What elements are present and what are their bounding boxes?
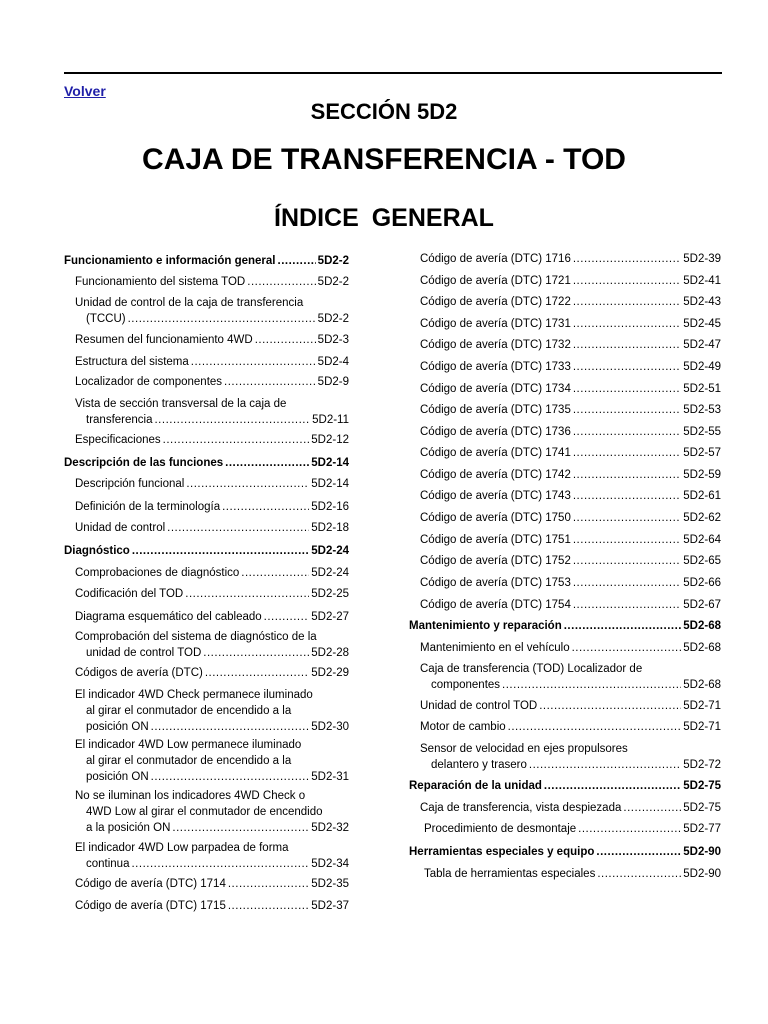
toc-page-number: 5D2-28 (311, 647, 349, 659)
toc-entry-line (75, 609, 349, 625)
toc-entry-line (409, 844, 721, 860)
dot-leader (573, 597, 681, 613)
toc-entry[interactable] (75, 396, 349, 428)
toc-entry-line (75, 274, 349, 290)
index-title: ÍNDICE GENERAL (274, 204, 494, 232)
toc-entry-label: Comprobaciones de diagnóstico (75, 567, 240, 579)
dot-leader (151, 719, 310, 735)
dot-leader (172, 820, 309, 836)
toc-entry-line (424, 866, 721, 882)
toc-page-number: 5D2-14 (311, 457, 349, 469)
toc-entry-label: El indicador 4WD Low parpadea de forma (75, 842, 289, 854)
toc-page-number: 5D2-35 (311, 878, 349, 890)
toc-entry-line (75, 396, 349, 412)
toc-page-number: 5D2-18 (311, 522, 349, 534)
dot-leader (205, 665, 309, 681)
toc-entry-line (420, 677, 721, 693)
dot-leader (167, 520, 309, 536)
toc-entry-label: Descripción funcional (75, 478, 185, 490)
toc-entry-label: Funcionamiento del sistema TOD (75, 276, 246, 288)
toc-entry-label: Código de avería (DTC) 1733 (420, 361, 571, 373)
toc-page-number: 5D2-53 (683, 404, 721, 416)
toc-entry-line (75, 703, 349, 719)
toc-entry-line (75, 737, 349, 753)
toc-entry-label: Código de avería (DTC) 1750 (420, 512, 571, 524)
toc-entry[interactable] (420, 800, 721, 816)
toc-entry-label: Código de avería (DTC) 1741 (420, 447, 571, 459)
dot-leader (241, 565, 309, 581)
toc-page-number: 5D2-24 (311, 567, 349, 579)
dot-leader (573, 445, 681, 461)
toc-entry[interactable] (75, 687, 349, 735)
toc-entry-line (420, 294, 721, 310)
dot-leader (247, 274, 315, 290)
toc-page-number: 5D2-4 (317, 356, 349, 368)
toc-entry-line (75, 820, 349, 836)
toc-entry[interactable] (75, 476, 349, 492)
toc-entry-line (75, 719, 349, 735)
toc-entry[interactable] (420, 575, 721, 591)
toc-page-number: 5D2-75 (683, 780, 721, 792)
toc-entry-line (420, 445, 721, 461)
toc-page-number: 5D2-43 (683, 296, 721, 308)
dot-leader (264, 609, 310, 625)
dot-leader (573, 553, 681, 569)
toc-entry-line (75, 374, 349, 390)
toc-entry-line (75, 856, 349, 872)
toc-entry-line (75, 665, 349, 681)
toc-entry-label: Caja de transferencia (TOD) Localizador de (420, 663, 643, 675)
toc-entry-label: posición ON (86, 721, 149, 733)
toc-page-number: 5D2-27 (311, 611, 349, 623)
toc-entry-label: Codificación del TOD (75, 588, 184, 600)
toc-entry[interactable] (420, 294, 721, 310)
toc-entry-label: El indicador 4WD Low permanece iluminado (75, 739, 302, 751)
toc-entry-line (75, 311, 349, 327)
toc-page-number: 5D2-16 (311, 501, 349, 513)
toc-entry-label: al girar el conmutador de encendido a la (86, 755, 292, 767)
dot-leader (128, 311, 316, 327)
toc-entry-line (64, 253, 349, 269)
toc-entry-line (75, 432, 349, 448)
toc-page-number: 5D2-90 (683, 846, 721, 858)
back-link[interactable]: Volver (64, 83, 106, 99)
toc-page-number: 5D2-3 (317, 334, 349, 346)
toc-entry[interactable] (75, 295, 349, 327)
toc-entry-label: Código de avería (DTC) 1753 (420, 577, 571, 589)
toc-entry-label: Diagrama esquemático del cableado (75, 611, 262, 623)
toc-entry-label: (TCCU) (86, 313, 126, 325)
toc-entry-label: Resumen del funcionamiento 4WD (75, 334, 253, 346)
toc-entry[interactable] (75, 332, 349, 348)
top-rule (64, 72, 722, 74)
toc-entry-line (420, 316, 721, 332)
dot-leader (596, 844, 681, 860)
toc-entry[interactable] (75, 629, 349, 661)
toc-entry[interactable] (75, 788, 349, 836)
toc-entry-line (420, 381, 721, 397)
toc-entry[interactable] (75, 354, 349, 370)
dot-leader (564, 618, 682, 634)
dot-leader (228, 898, 309, 914)
toc-entry-line (420, 467, 721, 483)
toc-entry[interactable] (75, 274, 349, 290)
dot-leader (573, 467, 681, 483)
toc-page-number: 5D2-29 (311, 667, 349, 679)
toc-entry-label: Localizador de componentes (75, 376, 223, 388)
toc-entry-line (75, 840, 349, 856)
toc-entry[interactable] (424, 821, 721, 837)
dot-leader (573, 532, 681, 548)
dot-leader (597, 866, 681, 882)
toc-entry-label: transferencia (86, 414, 153, 426)
dot-leader (573, 359, 681, 375)
toc-entry-label: No se iluminan los indicadores 4WD Check o (75, 790, 306, 802)
toc-entry[interactable] (420, 741, 721, 773)
toc-entry-label: Código de avería (DTC) 1736 (420, 426, 571, 438)
toc-entry-label: Unidad de control TOD (420, 700, 538, 712)
toc-page-number: 5D2-2 (317, 313, 349, 325)
toc-entry-line (420, 273, 721, 289)
dot-leader (255, 332, 316, 348)
dot-leader (573, 316, 681, 332)
toc-entry-label: Código de avería (DTC) 1734 (420, 383, 571, 395)
toc-entry[interactable] (64, 543, 349, 559)
toc-entry[interactable] (75, 876, 349, 892)
toc-entry-label: Estructura del sistema (75, 356, 189, 368)
toc-entry-label: Unidad de control (75, 522, 166, 534)
toc-page-number: 5D2-67 (683, 599, 721, 611)
dot-leader (228, 876, 309, 892)
toc-entry-line (75, 645, 349, 661)
toc-entry-line (409, 618, 721, 634)
toc-entry-line (420, 575, 721, 591)
toc-entry-label: continua (86, 858, 130, 870)
toc-entry-line (420, 251, 721, 267)
toc-page-number: 5D2-62 (683, 512, 721, 524)
toc-entry-line (75, 295, 349, 311)
toc-page-number: 5D2-66 (683, 577, 721, 589)
toc-page-number: 5D2-37 (311, 900, 349, 912)
toc-page-number: 5D2-41 (683, 275, 721, 287)
toc-entry-line (75, 629, 349, 645)
toc-entry[interactable] (64, 455, 349, 471)
dot-leader (573, 273, 681, 289)
toc-entry-label: Comprobación del sistema de diagnóstico de la (75, 631, 317, 643)
toc-entry-label: Mantenimiento en el vehículo (420, 642, 570, 654)
toc-entry-label: a la posición ON (86, 822, 171, 834)
toc-entry-label: Motor de cambio (420, 721, 506, 733)
toc-entry-label: Código de avería (DTC) 1754 (420, 599, 571, 611)
toc-entry-label: Herramientas especiales y equipo (409, 846, 595, 858)
toc-entry-label: Código de avería (DTC) 1722 (420, 296, 571, 308)
toc-entry-line (420, 337, 721, 353)
toc-entry[interactable] (420, 251, 721, 267)
toc-entry-line (75, 586, 349, 602)
dot-leader (573, 294, 681, 310)
toc-entry-label: Unidad de control de la caja de transferencia (75, 297, 304, 309)
toc-entry[interactable] (75, 520, 349, 536)
toc-entry-line (420, 719, 721, 735)
toc-entry[interactable] (420, 337, 721, 353)
toc-page-number: 5D2-30 (311, 721, 349, 733)
toc-entry[interactable] (75, 898, 349, 914)
toc-page-number: 5D2-65 (683, 555, 721, 567)
toc-page-number: 5D2-24 (311, 545, 349, 557)
dot-leader (203, 645, 309, 661)
toc-entry-label: Especificaciones (75, 434, 161, 446)
toc-entry[interactable] (420, 381, 721, 397)
toc-page-number: 5D2-59 (683, 469, 721, 481)
toc-entry-label: Reparación de la unidad (409, 780, 542, 792)
toc-page-number: 5D2-12 (311, 434, 349, 446)
toc-page-number: 5D2-77 (683, 823, 721, 835)
toc-entry-label: Caja de transferencia, vista despiezada (420, 802, 622, 814)
dot-leader (502, 677, 681, 693)
toc-entry-line (420, 640, 721, 656)
toc-entry[interactable] (424, 866, 721, 882)
document-title: CAJA DE TRANSFERENCIA - TOD (142, 143, 626, 176)
toc-entry-line (75, 565, 349, 581)
toc-entry-label: El indicador 4WD Check permanece iluminado (75, 689, 313, 701)
toc-page-number: 5D2-68 (683, 679, 721, 691)
dot-leader (573, 251, 681, 267)
toc-entry[interactable] (409, 844, 721, 860)
toc-page-number: 5D2-39 (683, 253, 721, 265)
dot-leader (163, 432, 310, 448)
toc-entry[interactable] (420, 640, 721, 656)
dot-leader (572, 640, 682, 656)
toc-entry-line (75, 753, 349, 769)
toc-page-number: 5D2-47 (683, 339, 721, 351)
toc-entry-label: Funcionamiento e información general (64, 255, 276, 267)
dot-leader (573, 575, 681, 591)
toc-page-number: 5D2-2 (317, 255, 349, 267)
toc-page-number: 5D2-71 (683, 700, 721, 712)
dot-leader (132, 543, 309, 559)
toc-entry-line (420, 402, 721, 418)
dot-leader (544, 778, 681, 794)
toc-page-number: 5D2-68 (683, 642, 721, 654)
dot-leader (225, 455, 309, 471)
toc-page-number: 5D2-9 (317, 376, 349, 388)
toc-entry-label: Mantenimiento y reparación (409, 620, 562, 632)
toc-page-number: 5D2-71 (683, 721, 721, 733)
dot-leader (539, 698, 681, 714)
toc-entry-line (75, 898, 349, 914)
toc-entry-label: Código de avería (DTC) 1743 (420, 490, 571, 502)
toc-entry-label: unidad de control TOD (86, 647, 202, 659)
dot-leader (573, 424, 681, 440)
toc-entry-line (420, 424, 721, 440)
toc-entry-line (64, 455, 349, 471)
toc-entry-line (420, 661, 721, 677)
toc-entry-line (420, 698, 721, 714)
dot-leader (185, 586, 309, 602)
toc-entry-line (75, 499, 349, 515)
toc-entry-label: Tabla de herramientas especiales (424, 868, 596, 880)
toc-entry-label: 4WD Low al girar el conmutador de encendido (86, 806, 323, 818)
toc-entry[interactable] (75, 840, 349, 872)
toc-entry[interactable] (420, 445, 721, 461)
dot-leader (154, 412, 310, 428)
toc-entry-line (64, 543, 349, 559)
toc-entry[interactable] (75, 586, 349, 602)
dot-leader (578, 821, 681, 837)
dot-leader (529, 757, 681, 773)
toc-entry-line (420, 359, 721, 375)
toc-entry-line (424, 821, 721, 837)
toc-entry-line (75, 769, 349, 785)
toc-entry-line (420, 488, 721, 504)
toc-entry[interactable] (64, 253, 349, 269)
toc-entry-label: Código de avería (DTC) 1735 (420, 404, 571, 416)
toc-entry-line (420, 532, 721, 548)
toc-entry-label: posición ON (86, 771, 149, 783)
toc-entry[interactable] (420, 359, 721, 375)
toc-entry-label: Código de avería (DTC) 1721 (420, 275, 571, 287)
toc-entry[interactable] (420, 467, 721, 483)
toc-entry-label: Códigos de avería (DTC) (75, 667, 203, 679)
toc-page-number: 5D2-68 (683, 620, 721, 632)
toc-page-number: 5D2-75 (683, 802, 721, 814)
toc-entry[interactable] (420, 597, 721, 613)
toc-entry-line (75, 804, 349, 820)
toc-page-number: 5D2-32 (311, 822, 349, 834)
toc-entry[interactable] (420, 661, 721, 693)
toc-page-number: 5D2-34 (311, 858, 349, 870)
toc-entry[interactable] (75, 737, 349, 785)
toc-entry-line (75, 332, 349, 348)
toc-entry[interactable] (75, 609, 349, 625)
dot-leader (508, 719, 682, 735)
toc-entry-line (75, 788, 349, 804)
toc-entry-line (420, 553, 721, 569)
toc-entry-line (75, 687, 349, 703)
toc-entry[interactable] (420, 273, 721, 289)
toc-entry[interactable] (75, 499, 349, 515)
toc-entry-label: Descripción de las funciones (64, 457, 224, 469)
dot-leader (573, 402, 681, 418)
toc-entry-label: Código de avería (DTC) 1715 (75, 900, 226, 912)
toc-entry[interactable] (420, 316, 721, 332)
toc-entry[interactable] (75, 565, 349, 581)
dot-leader (186, 476, 309, 492)
toc-entry-label: Código de avería (DTC) 1751 (420, 534, 571, 546)
toc-page-number: 5D2-11 (312, 414, 349, 426)
dot-leader (191, 354, 316, 370)
toc-entry-label: Vista de sección transversal de la caja de (75, 398, 287, 410)
toc-entry-label: Código de avería (DTC) 1742 (420, 469, 571, 481)
dot-leader (573, 510, 681, 526)
dot-leader (573, 381, 681, 397)
toc-entry-line (75, 476, 349, 492)
toc-entry-label: Código de avería (DTC) 1731 (420, 318, 571, 330)
toc-entry[interactable] (409, 778, 721, 794)
toc-entry-line (75, 876, 349, 892)
toc-entry-label: Código de avería (DTC) 1752 (420, 555, 571, 567)
toc-page-number: 5D2-25 (311, 588, 349, 600)
toc-entry-line (420, 757, 721, 773)
toc-entry-line (420, 800, 721, 816)
toc-page-number: 5D2-51 (683, 383, 721, 395)
toc-entry[interactable] (75, 374, 349, 390)
toc-entry[interactable] (420, 532, 721, 548)
toc-entry-label: Diagnóstico (64, 545, 130, 557)
toc-page-number: 5D2-64 (683, 534, 721, 546)
dot-leader (623, 800, 681, 816)
toc-entry-label: Definición de la terminología (75, 501, 221, 513)
toc-entry-line (75, 412, 349, 428)
toc-entry-label: al girar el conmutador de encendido a la (86, 705, 292, 717)
toc-entry[interactable] (420, 510, 721, 526)
toc-page-number: 5D2-90 (683, 868, 721, 880)
section-title: SECCIÓN 5D2 (310, 99, 458, 124)
toc-entry[interactable] (420, 719, 721, 735)
toc-entry-label: delantero y trasero (431, 759, 527, 771)
toc-page-number: 5D2-49 (683, 361, 721, 373)
toc-entry[interactable] (420, 488, 721, 504)
toc-entry[interactable] (420, 424, 721, 440)
dot-leader (573, 488, 681, 504)
dot-leader (151, 769, 310, 785)
dot-leader (573, 337, 681, 353)
dot-leader (224, 374, 316, 390)
toc-entry[interactable] (420, 402, 721, 418)
toc-page-number: 5D2-61 (683, 490, 721, 502)
toc-entry[interactable] (420, 698, 721, 714)
toc-entry-line (409, 778, 721, 794)
toc-entry-label: componentes (431, 679, 501, 691)
toc-entry-line (420, 741, 721, 757)
toc-entry-line (420, 510, 721, 526)
dot-leader (131, 856, 309, 872)
dot-leader (222, 499, 309, 515)
toc-entry-label: Código de avería (DTC) 1714 (75, 878, 226, 890)
toc-entry-line (420, 597, 721, 613)
toc-entry[interactable] (75, 432, 349, 448)
dot-leader (278, 253, 316, 269)
toc-entry[interactable] (420, 553, 721, 569)
toc-entry-label: Procedimiento de desmontaje (424, 823, 577, 835)
toc-page-number: 5D2-14 (311, 478, 349, 490)
toc-page-number: 5D2-31 (311, 771, 349, 783)
toc-page-number: 5D2-72 (683, 759, 721, 771)
toc-entry-label: Código de avería (DTC) 1732 (420, 339, 571, 351)
toc-entry[interactable] (409, 618, 721, 634)
toc-entry-line (75, 354, 349, 370)
toc-entry-line (75, 520, 349, 536)
toc-page-number: 5D2-45 (683, 318, 721, 330)
toc-page-number: 5D2-2 (317, 276, 349, 288)
toc-entry-label: Código de avería (DTC) 1716 (420, 253, 571, 265)
toc-entry-label: Sensor de velocidad en ejes propulsores (420, 743, 628, 755)
toc-page-number: 5D2-57 (683, 447, 721, 459)
toc-page-number: 5D2-55 (683, 426, 721, 438)
toc-entry[interactable] (75, 665, 349, 681)
